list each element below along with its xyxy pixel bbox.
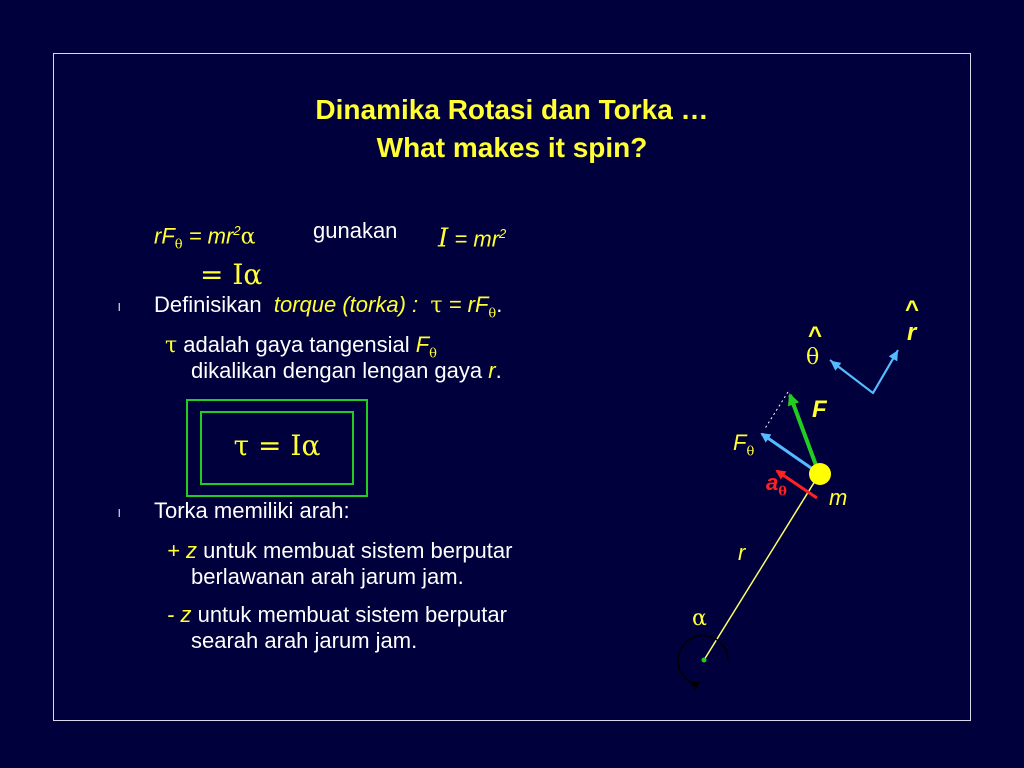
pivot-dot xyxy=(702,658,707,663)
radius-rod xyxy=(704,473,820,660)
theta-hat-label: θ xyxy=(806,345,820,370)
torque-direction-heading: Torka memiliki arah: xyxy=(154,498,350,523)
plus-z-line1: + z untuk membuat sistem berputar xyxy=(167,538,513,563)
bullet-marker: l xyxy=(118,302,121,314)
minus-z-line2: searah arah jarum jam. xyxy=(191,628,418,653)
equation-i-alpha: = Iα xyxy=(200,258,263,291)
r-hat-caret: ^ xyxy=(905,296,920,323)
boxed-equation-text: τ = Iα xyxy=(233,429,321,462)
tangential-acceleration-label: $a_\theta$ xyxy=(766,470,787,500)
bullet-definition: Definisikan torque (torka) : $\tau = rF_\theta$. xyxy=(154,292,503,322)
tangential-force-label: $F_\theta$ xyxy=(733,430,755,460)
tau-description-line2: dikalikan dengan lengan gaya r. xyxy=(191,358,502,383)
slide-title-line2: What makes it spin? xyxy=(376,132,648,163)
slide-title-line1: Dinamika Rotasi dan Torka … xyxy=(315,94,709,125)
tau-description-line1: τ adalah gaya tangensial $F_\theta$ xyxy=(165,332,437,362)
use-word: gunakan xyxy=(313,218,398,243)
equation-torque-expansion: $rF_\theta = mr^2\alpha$ xyxy=(154,223,256,253)
minus-z-line1: - z untuk membuat sistem berputar xyxy=(167,602,507,627)
r-hat-label: r xyxy=(907,319,917,346)
r-hat-arrow xyxy=(873,352,897,393)
radius-label: r xyxy=(738,540,746,565)
equation-moment-of-inertia: $I = mr^2$ xyxy=(438,223,507,254)
bullet-marker: l xyxy=(118,508,121,520)
force-projection-dotted xyxy=(764,392,788,430)
alpha-label: α xyxy=(692,606,707,631)
force-label: F xyxy=(812,396,827,423)
mass-dot xyxy=(809,463,831,485)
theta-hat-arrow xyxy=(832,362,873,393)
plus-z-line2: berlawanan arah jarum jam. xyxy=(191,564,464,589)
mass-label: m xyxy=(829,485,848,510)
theta-hat-caret: ^ xyxy=(808,322,823,349)
